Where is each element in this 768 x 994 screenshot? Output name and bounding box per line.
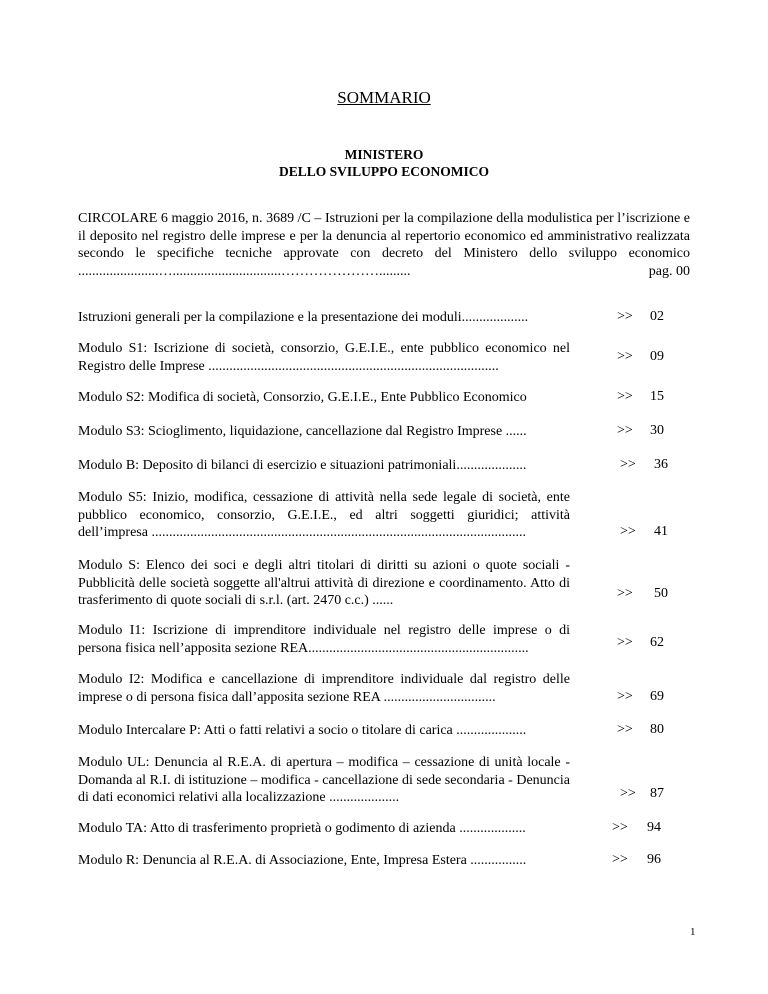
page-title: SOMMARIO <box>337 88 431 107</box>
page-number: 1 <box>690 926 696 938</box>
toc-entry-arrow: >> <box>617 635 633 650</box>
toc-entry-text: Modulo R: Denuncia al R.E.A. di Associazione, Ente, Impresa Estera ................ <box>78 853 527 868</box>
toc-entry-page: 09 <box>650 349 664 364</box>
toc-entry-arrow: >> <box>617 689 633 704</box>
toc-entry-arrow: >> <box>620 786 636 801</box>
toc-entry-text: Modulo B: Deposito di bilanci di esercizio e situazioni patrimoniali.................... <box>78 458 527 473</box>
toc-entry-page: 41 <box>654 524 668 539</box>
toc-entry-page: 15 <box>650 389 664 404</box>
toc-entry-text: Modulo Intercalare P: Atti o fatti relativi a socio o titolare di carica .................... <box>78 723 527 738</box>
ministry-line-2: DELLO SVILUPPO ECONOMICO <box>278 164 490 179</box>
toc-entry-arrow: >> <box>617 309 633 324</box>
toc-entry-page: 87 <box>650 786 664 801</box>
toc-entry-text: Modulo S2: Modifica di società, Consorzio, G.E.I.E., Ente Pubblico Economico <box>78 390 527 405</box>
toc-entry-text: Modulo I1: Iscrizione di imprenditore individuale nel registro delle imprese o di persona fisica nell’apposita sezione REA............................................................... <box>78 623 570 656</box>
toc-entry-text: Modulo S1: Iscrizione di società, consorzio, G.E.I.E., ente pubblico economico nel Registro delle Imprese ................................................................................... <box>78 341 570 374</box>
toc-entry-page: 62 <box>650 635 664 650</box>
toc-entry-arrow: >> <box>612 820 628 835</box>
toc-entry-text: Modulo S3: Scioglimento, liquidazione, cancellazione dal Registro Imprese ...... <box>78 424 527 439</box>
toc-entry-text: Modulo I2: Modifica e cancellazione di imprenditore individuale dal registro delle imprese o di persona fisica dall’apposita sezione REA ................................ <box>78 672 570 705</box>
toc-entry-text: Istruzioni generali per la compilazione e la presentazione dei moduli................... <box>78 310 529 325</box>
toc-entry-arrow: >> <box>620 457 636 472</box>
toc-entry-page: 36 <box>654 457 668 472</box>
toc-entry-arrow: >> <box>617 389 633 404</box>
circolare-page-ref: pag. 00 <box>643 263 690 281</box>
toc-entry-arrow: >> <box>620 524 636 539</box>
toc-entry-page: 80 <box>650 722 664 737</box>
toc-entry-arrow: >> <box>617 586 633 601</box>
toc-entry-page: 96 <box>647 852 661 867</box>
toc-entry-arrow: >> <box>617 349 633 364</box>
toc-entry-text: Modulo S: Elenco dei soci e degli altri titolari di diritti su azioni o quote sociali - Pubblicità delle società soggette all'altrui attività di direzione e coordinamento. Atto di trasferimento di quote sociali di s.r.l. (art. 2470 c.c.) ...... <box>78 558 570 608</box>
toc-entry-text: Modulo TA: Atto di trasferimento proprietà o godimento di azienda ................... <box>78 821 526 836</box>
toc-entry-page: 02 <box>650 309 664 324</box>
toc-entry-page: 69 <box>650 689 664 704</box>
toc-entry-page: 94 <box>647 820 661 835</box>
toc-entry-arrow: >> <box>617 722 633 737</box>
ministry-line-1: MINISTERO <box>344 147 424 162</box>
toc-entry-text: Modulo UL: Denuncia al R.E.A. di apertura – modifica – cessazione di unità locale - Domanda al R.I. di istituzione – modifica - cancellazione di sede secondaria - Denuncia di dati economici relativi alla localizzazione .................... <box>78 755 570 805</box>
toc-entry-page: 30 <box>650 423 664 438</box>
toc-entry-arrow: >> <box>612 852 628 867</box>
ministry-heading <box>0 146 768 180</box>
toc-entry-page: 50 <box>654 586 668 601</box>
toc-entry-text: Modulo S5: Inizio, modifica, cessazione di attività nella sede legale di società, ente pubblico economico, consorzio, G.E.I.E., ed altri soggetti giuridici; attività dell’impresa ........................................................................................................... <box>78 490 570 540</box>
toc-entry-arrow: >> <box>617 423 633 438</box>
circolare-text: CIRCOLARE 6 maggio 2016, n. 3689 /C – Istruzioni per la compilazione della modulistica per l’iscrizione e il deposito nel registro delle imprese e per la denuncia al repertorio economico ed amministrativo realizzata secondo le specifiche tecniche approvate con decreto del Ministero dello sviluppo economico .......................…...............................…………………......... <box>78 211 690 279</box>
circolare-paragraph <box>78 210 690 280</box>
